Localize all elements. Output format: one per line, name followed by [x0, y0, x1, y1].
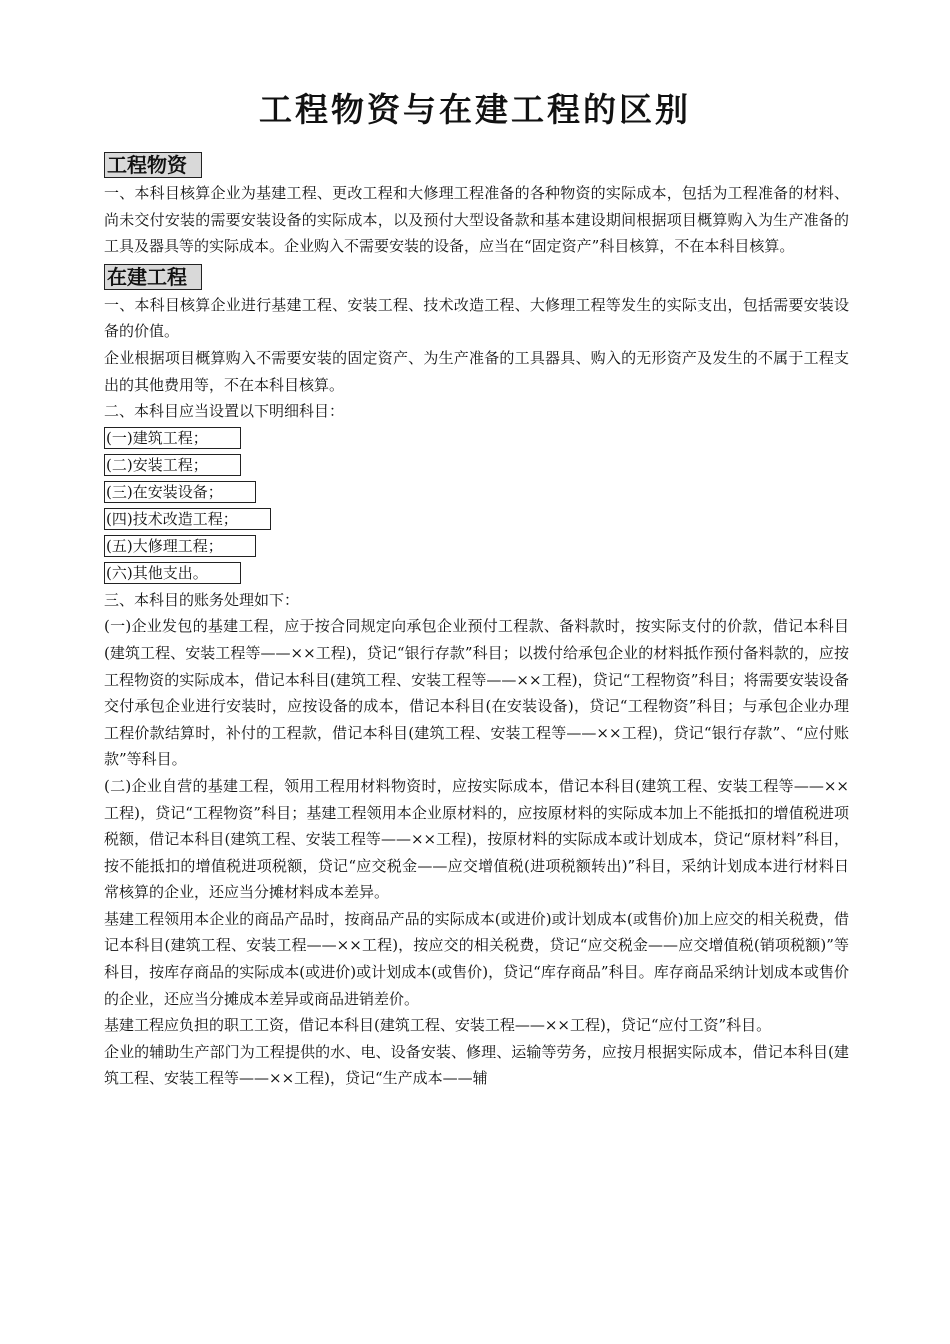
detail-account-item [104, 533, 849, 560]
detail-account-label: (四)技术改造工程； [104, 508, 271, 530]
detail-account-item [104, 506, 849, 533]
section-heading-materials: 工程物资 [104, 152, 202, 178]
construction-paragraph-7: 基建工程领用本企业的商品产品时，按商品产品的实际成本(或进价)或计划成本(或售价)加上应交的相关税费，借记本科目(建筑工程、安装工程——××工程)，按应交的相关税费，贷记“应交税金——应交增值税(销项税额)”等科目，按库存商品的实际成本(或进价)或计划成本(或售价)，贷记“库存商品”科目。库存商品采纳计划成本或售价的企业，还应当分摊成本差异或商品进销差价。 [104, 909, 849, 1008]
detail-account-label: (三)在安装设备； [104, 481, 256, 503]
detail-account-item [104, 560, 849, 587]
construction-paragraph-9: 企业的辅助生产部门为工程提供的水、电、设备安装、修理、运输等劳务，应按月根据实际成本，借记本科目(建筑工程、安装工程等——××工程)，贷记“生产成本——辅 [104, 1042, 849, 1088]
construction-paragraph-8: 基建工程应负担的职工工资，借记本科目(建筑工程、安装工程——××工程)，贷记“应付工资”科目。 [104, 1016, 772, 1035]
document-title: 工程物资与在建工程的区别 [259, 90, 691, 129]
detail-account-label: (五)大修理工程； [104, 535, 256, 557]
detail-account-item [104, 452, 849, 479]
construction-paragraph-2: 企业根据项目概算购入不需要安装的固定资产、为生产准备的工具器具、购入的无形资产及发生的不属于工程支出的其他费用等，不在本科目核算。 [104, 348, 849, 394]
construction-paragraph-5: (一)企业发包的基建工程，应于按合同规定向承包企业预付工程款、备料款时，按实际支付的价款，借记本科目(建筑工程、安装工程等——××工程)，贷记“银行存款”科目；以拨付给承包企业的材料抵作预付备料款的，应按工程物资的实际成本，借记本科目(建筑工程、安装工程等——××工程)，贷记“工程物资”科目；将需要安装设备交付承包企业进行安装时，应按设备的成本，借记本科目(在安装设备)，贷记“工程物资”科目；与承包企业办理工程价款结算时，补付的工程款，借记本科目(建筑工程、安装工程等——××工程)，贷记“银行存款”、“应付账款”等科目。 [104, 617, 849, 769]
materials-paragraph-1: 一、本科目核算企业为基建工程、更改工程和大修理工程准备的各种物资的实际成本，包括为工程准备的材料、尚未交付安装的需要安装设备的实际成本，以及预付大型设备款和基本建设期间根据项目概算购入为生产准备的工具及器具等的实际成本。企业购入不需要安装的设备，应当在“固定资产”科目核算，不在本科目核算。 [104, 184, 849, 256]
detail-account-label: (六)其他支出。 [104, 562, 241, 584]
construction-paragraph-6: (二)企业自营的基建工程，领用工程用材料物资时，应按实际成本，借记本科目(建筑工程、安装工程等——××工程)，贷记“工程物资”科目；基建工程领用本企业原材料的，应按原材料的实际成本加上不能抵扣的增值税进项税额，借记本科目(建筑工程、安装工程等——××工程)，按原材料的实际成本或计划成本，贷记“原材料”科目，按不能抵扣的增值税进项税额，贷记“应交税金——应交增值税(进项税额转出)”科目，采纳计划成本进行材料日常核算的企业，还应当分摊材料成本差异。 [104, 776, 849, 902]
document-body [104, 150, 849, 1092]
construction-paragraph-3: 二、本科目应当设置以下明细科目： [104, 402, 345, 421]
section-heading-construction: 在建工程 [104, 264, 202, 290]
detail-account-label: (二)安装工程； [104, 454, 241, 476]
detail-account-item [104, 479, 849, 506]
construction-paragraph-1: 一、本科目核算企业进行基建工程、安装工程、技术改造工程、大修理工程等发生的实际支出，包括需要安装设备的价值。 [104, 295, 849, 341]
detail-account-label: (一)建筑工程； [104, 427, 241, 449]
construction-paragraph-4: 三、本科目的账务处理如下： [104, 590, 300, 609]
detail-account-item [104, 425, 849, 452]
